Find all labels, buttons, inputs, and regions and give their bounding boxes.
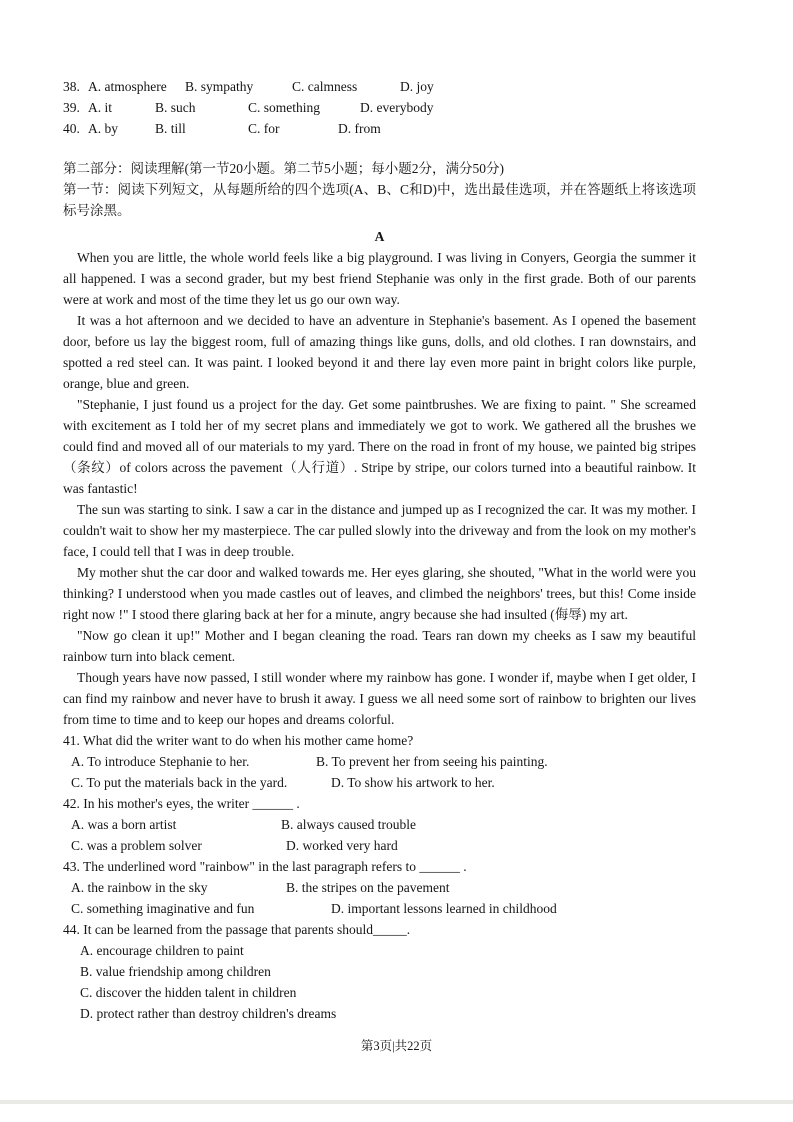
- option-row: [63, 814, 696, 835]
- question-stem: 44. It can be learned from the passage that parents should_____.: [63, 922, 411, 937]
- page-edge: [0, 1100, 793, 1104]
- option-c: C. To put the materials back in the yard.: [71, 775, 288, 790]
- option-b: B. till: [155, 121, 186, 136]
- passage-paragraph: "Stephanie, I just found us a project for the day. Get some paintbrushes. We are fixing to paint. " She screamed with excitement as I told her of my secret plans and immediately we got to work. We gathered all the brushes we could find and moved all of our materials to my yard. There on the road in front of my house, we painted big stripes（条纹）of colors across the pavement（人行道）. Stripe by stripe, our colors turned into a beautiful rainbow. It was fantastic!: [63, 397, 696, 496]
- option-b: B. value friendship among children: [80, 964, 271, 979]
- option-row: [63, 877, 696, 898]
- option-d: D. To show his artwork to her.: [331, 775, 495, 790]
- question-number: 38.: [63, 79, 80, 94]
- option-b: B. such: [155, 100, 196, 115]
- question-stem: 43. The underlined word "rainbow" in the last paragraph refers to ______ .: [63, 859, 467, 874]
- passage-label: A: [374, 229, 385, 244]
- passage-paragraph: The sun was starting to sink. I saw a car in the distance and jumped up as I recognized the car. It was my mother. I couldn't wait to show her my masterpiece. The car pulled slowly into the driveway and from the look on my mother's face, I could tell that I was in deep trouble.: [63, 502, 696, 559]
- option-row: [63, 751, 696, 772]
- passage-paragraph: My mother shut the car door and walked towards me. Her eyes glaring, she shouted, "What in the world were you thinking? I understood when you made castles out of leaves, and climbed the neighbors' trees, but this! Come inside right now !" I stood there glaring back at her for a minute, angry because she had insulted (侮辱) my art.: [63, 565, 696, 622]
- question-number: 39.: [63, 100, 80, 115]
- option-row: [63, 898, 696, 919]
- question-number: 40.: [63, 121, 80, 136]
- option-b: B. the stripes on the pavement: [286, 880, 450, 895]
- question-42: [63, 793, 696, 856]
- exam-page: [63, 76, 696, 1024]
- option-d: D. joy: [400, 79, 434, 94]
- option-row: [63, 835, 696, 856]
- cloze-row-40: [63, 118, 696, 139]
- option-d: D. everybody: [360, 100, 434, 115]
- option-b: B. sympathy: [185, 79, 254, 94]
- option-row: [63, 772, 696, 793]
- cloze-row-39: [63, 97, 696, 118]
- option-d: D. from: [338, 121, 381, 136]
- passage-paragraph: "Now go clean it up!" Mother and I began cleaning the road. Tears ran down my cheeks as I saw my beautiful rainbow turn into black cement.: [63, 628, 696, 664]
- option-c: C. for: [248, 121, 280, 136]
- passage-paragraph: When you are little, the whole world feels like a big playground. I was living in Conyers, Georgia the summer it all happened. I was a second grader, but my best friend Stephanie was only in the first grade. Both of our parents were at work and most of the time they let us go our own way.: [63, 250, 696, 307]
- option-a: A. To introduce Stephanie to her.: [71, 754, 250, 769]
- question-43: [63, 856, 696, 919]
- option-a: A. atmosphere: [88, 79, 167, 94]
- section-one-instruction: 第一节：阅读下列短文，从每题所给的四个选项(A、B、C和D)中，选出最佳选项，并在答题纸上将该选项标号涂黑。: [63, 182, 696, 218]
- question-stem: 42. In his mother's eyes, the writer ______ .: [63, 796, 300, 811]
- question-stem: 41. What did the writer want to do when his mother came home?: [63, 733, 414, 748]
- option-c: C. was a problem solver: [71, 838, 202, 853]
- option-a: A. by: [88, 121, 118, 136]
- option-d: D. protect rather than destroy children's dreams: [80, 1006, 337, 1021]
- page-footer: 第3页|共22页: [360, 1039, 433, 1053]
- option-a: A. was a born artist: [71, 817, 177, 832]
- passage-paragraph: It was a hot afternoon and we decided to have an adventure in Stephanie's basement. As I opened the basement door, before us lay the biggest room, full of amazing things like guns, dolls, and old clothes. I ran downstairs, and spotted a red steel can. It was paint. I looked beyond it and there lay even more paint in bright colors like purple, orange, blue and green.: [63, 313, 696, 391]
- option-d: D. important lessons learned in childhood: [331, 901, 557, 916]
- cloze-options-block: [63, 76, 696, 139]
- question-41: [63, 730, 696, 793]
- option-a: A. the rainbow in the sky: [71, 880, 208, 895]
- option-b: B. always caused trouble: [281, 817, 416, 832]
- cloze-row-38: [63, 76, 696, 97]
- option-b: B. To prevent her from seeing his painting.: [316, 754, 548, 769]
- option-d: D. worked very hard: [286, 838, 398, 853]
- question-44: [63, 919, 696, 1024]
- option-a: A. it: [88, 100, 113, 115]
- passage-paragraph: Though years have now passed, I still wonder where my rainbow has gone. I wonder if, maybe when I get older, I can find my rainbow and never have to brush it away. I guess we all need some sort of rainbow to brighten our lives from time to time and to keep our hopes and dreams colorful.: [63, 670, 696, 727]
- option-c: C. calmness: [292, 79, 358, 94]
- option-c: C. discover the hidden talent in children: [80, 985, 297, 1000]
- option-a: A. encourage children to paint: [80, 943, 244, 958]
- part-two-header: 第二部分：阅读理解(第一节20小题。第二节5小题；每小题2分，满分50分): [63, 161, 504, 176]
- option-c: C. something: [248, 100, 321, 115]
- option-c: C. something imaginative and fun: [71, 901, 255, 916]
